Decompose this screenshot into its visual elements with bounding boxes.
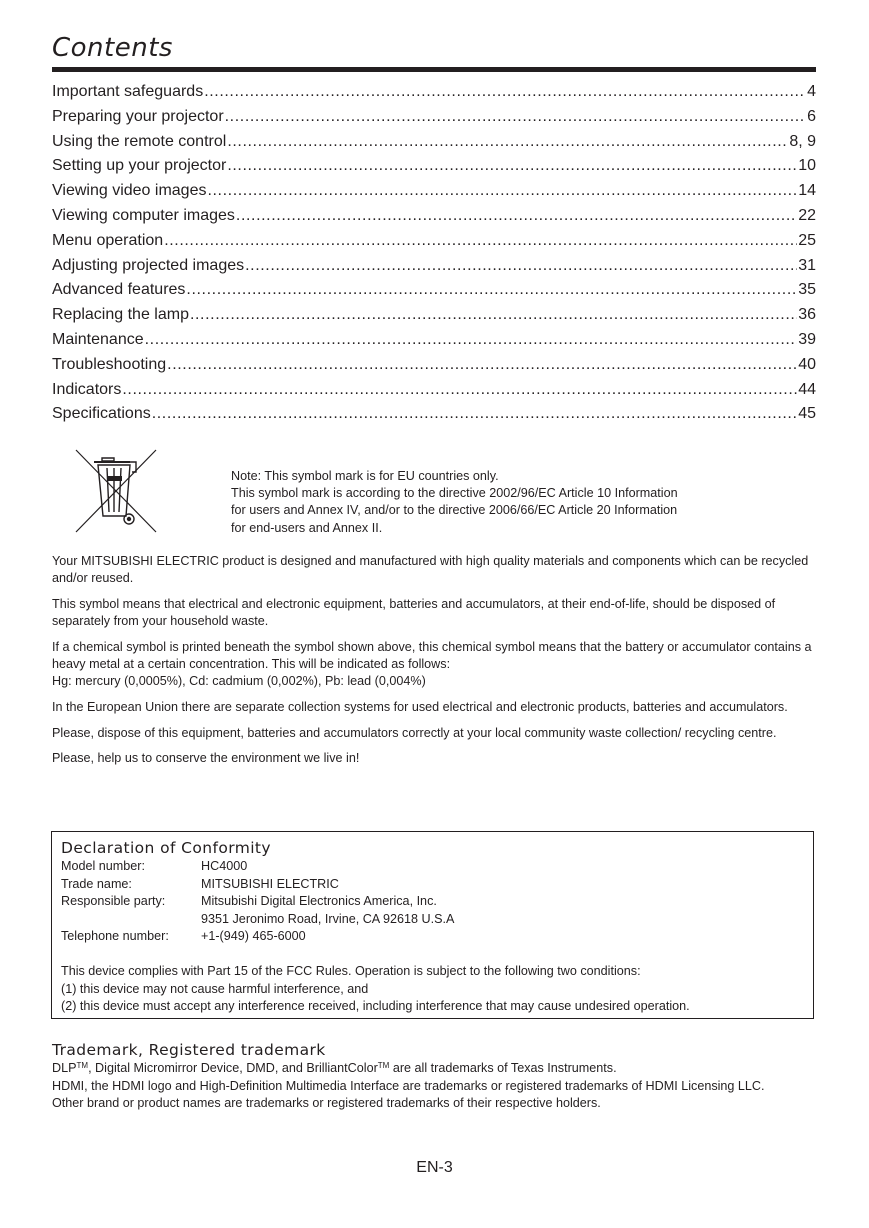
toc-entry[interactable] — [52, 353, 816, 378]
toc-entry-label: Viewing video images — [52, 182, 207, 200]
page-title: Contents — [52, 33, 173, 63]
conformity-value: +1-(949) 465-6000 — [201, 929, 306, 944]
weee-note-line: for end-users and Annex II. — [231, 520, 383, 535]
toc-entry-label: Indicators — [52, 380, 122, 398]
toc-entry[interactable] — [52, 179, 816, 204]
trademark-line: Other brand or product names are trademarks or registered trademarks of their respective holders. — [52, 1096, 601, 1111]
conformity-row — [61, 876, 804, 894]
toc-entry[interactable] — [52, 80, 816, 105]
trademark-text: , Digital Micromirror Device, DMD, and BrilliantColor — [88, 1061, 378, 1075]
toc-leader — [190, 303, 797, 328]
table-of-contents — [52, 80, 816, 427]
declaration-of-conformity-box — [51, 831, 814, 1019]
trademark-section — [52, 1041, 816, 1113]
toc-leader — [245, 254, 797, 279]
toc-entry-page: 22 — [798, 206, 816, 224]
toc-entry[interactable] — [52, 328, 816, 353]
toc-entry-label: Using the remote control — [52, 132, 227, 150]
tm-mark: TM — [76, 1061, 89, 1070]
conformity-heading: Declaration of Conformity — [61, 839, 271, 857]
toc-leader — [207, 179, 797, 204]
fcc-line: (1) this device may not cause harmful interference, and — [61, 981, 369, 996]
toc-entry-label: Replacing the lamp — [52, 306, 189, 324]
toc-leader — [152, 402, 797, 427]
toc-leader — [236, 204, 797, 229]
conformity-value: 9351 Jeronimo Road, Irvine, CA 92618 U.S.A — [201, 911, 455, 926]
toc-entry-page: 31 — [798, 256, 816, 274]
conformity-row — [61, 893, 804, 911]
toc-leader — [225, 105, 806, 130]
weee-note-line: for users and Annex IV, and/or to the directive 2006/66/EC Article 20 Information — [231, 503, 678, 518]
toc-entry-page: 45 — [798, 405, 816, 423]
toc-entry-label: Specifications — [52, 405, 151, 423]
toc-entry-page: 8, 9 — [789, 132, 816, 150]
trademark-line: HDMI, the HDMI logo and High-Definition Multimedia Interface are trademarks or registered trademarks of HDMI Licensing LLC. — [52, 1078, 765, 1093]
toc-entry[interactable] — [52, 303, 816, 328]
trademark-text: are all trademarks of Texas Instruments. — [389, 1061, 617, 1075]
toc-entry-label: Advanced features — [52, 281, 186, 299]
toc-entry[interactable] — [52, 130, 816, 155]
toc-leader — [145, 328, 798, 353]
trademark-text: DLP — [52, 1061, 77, 1075]
paragraph: Please, help us to conserve the environment we live in! — [52, 751, 360, 766]
toc-entry-page: 44 — [798, 380, 816, 398]
toc-entry-page: 36 — [798, 306, 816, 324]
toc-leader — [122, 378, 797, 403]
crossed-out-wheeled-bin-icon — [72, 448, 160, 536]
title-rule — [52, 67, 816, 72]
conformity-value: Mitsubishi Digital Electronics America, Inc. — [201, 894, 437, 909]
weee-note-line: Note: This symbol mark is for EU countries only. — [231, 469, 499, 483]
toc-entry[interactable] — [52, 154, 816, 179]
toc-entry-page: 25 — [798, 231, 816, 249]
conformity-row — [61, 928, 804, 946]
toc-entry-label: Troubleshooting — [52, 355, 167, 373]
toc-entry[interactable] — [52, 378, 816, 403]
toc-leader — [227, 154, 797, 179]
paragraph: Your MITSUBISHI ELECTRIC product is designed and manufactured with high quality materials and components which can be recycled and/or reused. — [52, 554, 809, 586]
fcc-statement — [61, 963, 804, 1016]
toc-entry-label: Setting up your projector — [52, 157, 227, 175]
weee-note-line: This symbol mark is according to the directive 2002/96/EC Article 10 Information — [231, 486, 678, 501]
tm-mark: TM — [377, 1061, 390, 1070]
toc-entry-page: 10 — [798, 157, 816, 175]
fcc-line: This device complies with Part 15 of the FCC Rules. Operation is subject to the following two conditions: — [61, 963, 641, 978]
chemical-symbols-line: Hg: mercury (0,0005%), Cd: cadmium (0,002%), Pb: lead (0,004%) — [52, 674, 426, 689]
toc-entry[interactable] — [52, 402, 816, 427]
toc-entry[interactable] — [52, 254, 816, 279]
page-number: EN-3 — [416, 1159, 453, 1176]
conformity-value: MITSUBISHI ELECTRIC — [201, 876, 339, 891]
weee-note — [231, 468, 791, 537]
toc-entry-page: 4 — [807, 83, 816, 100]
conformity-row — [61, 858, 804, 876]
toc-entry-page: 35 — [798, 281, 816, 299]
fcc-line: (2) this device must accept any interference received, including interference that may cause undesired operation. — [61, 999, 690, 1014]
paragraph-text: If a chemical symbol is printed beneath the symbol shown above, this chemical symbol means that the battery or accumulator contains a heavy metal at a certain concentration. This will be indicated as follows: — [52, 639, 812, 672]
toc-entry-label: Important safeguards — [52, 83, 204, 100]
toc-entry-page: 6 — [807, 107, 816, 125]
trademark-heading: Trademark, Registered trademark — [52, 1041, 326, 1059]
conformity-key: Telephone number: — [61, 929, 169, 944]
toc-leader — [227, 130, 788, 155]
toc-leader — [167, 353, 797, 378]
toc-entry-page: 40 — [798, 355, 816, 373]
paragraph: In the European Union there are separate collection systems for used electrical and electronic products, batteries and accumulators. — [52, 699, 788, 714]
paragraph — [52, 639, 816, 673]
paragraph: This symbol means that electrical and electronic equipment, batteries and accumulators, at their end-of-life, should be disposed of separately from your household waste. — [52, 596, 776, 629]
toc-leader — [204, 80, 806, 105]
conformity-key: Model number: — [61, 859, 145, 873]
toc-leader — [164, 229, 797, 254]
toc-entry-label: Maintenance — [52, 330, 144, 348]
conformity-key: Responsible party: — [61, 894, 166, 909]
toc-entry-label: Menu operation — [52, 231, 164, 249]
toc-entry-label: Adjusting projected images — [52, 256, 245, 274]
toc-entry[interactable] — [52, 229, 816, 254]
toc-entry-page: 14 — [798, 182, 816, 200]
conformity-row — [61, 911, 804, 929]
environment-info — [52, 553, 816, 776]
toc-entry-page: 39 — [798, 330, 816, 348]
trademark-line — [52, 1060, 816, 1078]
conformity-key — [61, 911, 201, 929]
toc-entry-label: Preparing your projector — [52, 107, 224, 125]
toc-entry[interactable] — [52, 278, 816, 303]
conformity-value: HC4000 — [201, 859, 248, 873]
conformity-key: Trade name: — [61, 876, 132, 891]
toc-entry[interactable] — [52, 105, 816, 130]
toc-entry-label: Viewing computer images — [52, 206, 235, 224]
paragraph: Please, dispose of this equipment, batteries and accumulators correctly at your local community waste collection/ recycling centre. — [52, 725, 777, 740]
toc-entry[interactable] — [52, 204, 816, 229]
toc-leader — [186, 278, 797, 303]
